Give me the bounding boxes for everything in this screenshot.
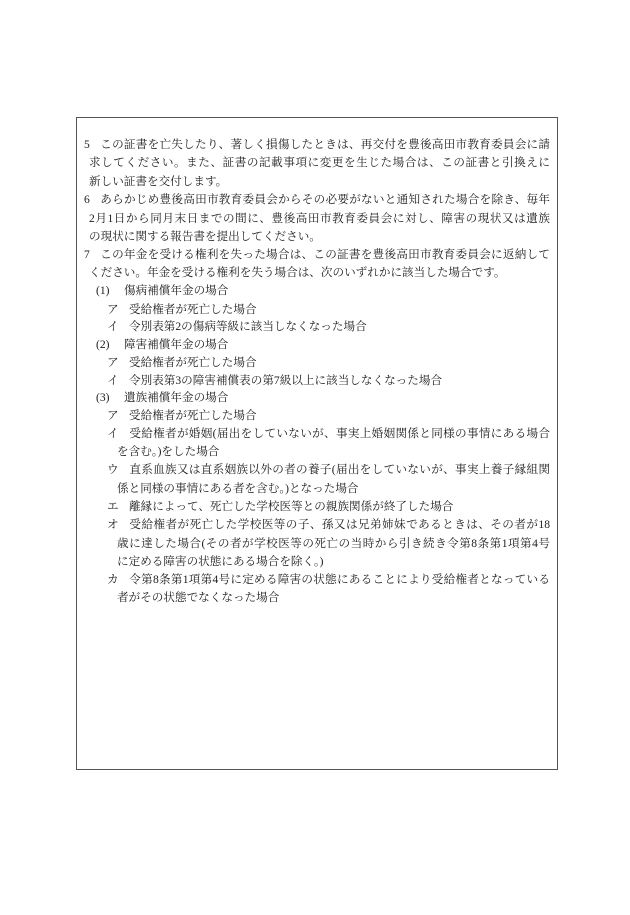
- condition-text: 受給権者が死亡した場合: [129, 409, 257, 422]
- group-number: (3): [96, 391, 110, 404]
- condition-text: 者がその状態でなくなった場合: [117, 591, 280, 604]
- note-number: 7: [84, 248, 90, 261]
- group-number: (2): [96, 338, 110, 351]
- note-text: ください。年金を受ける権利を失う場合は、次のいずれかに該当した場合です。: [89, 266, 506, 279]
- condition-label: イ: [107, 320, 119, 333]
- condition-item: [107, 355, 257, 371]
- note-text: この証書を亡失したり、著しく損傷したときは、再交付を豊後高田市教育委員会に請: [100, 138, 550, 151]
- condition-item: [107, 462, 550, 478]
- condition-text: 令別表第3の障害補償表の第7級以上に該当しなくなった場合: [129, 374, 443, 387]
- group-heading: [96, 283, 228, 299]
- condition-text: 係と同様の事情にある者を含む。)となった場合: [117, 482, 359, 495]
- condition-text: 令第8条第1項第4号に定める障害の状態にあることにより受給権者となっている: [129, 573, 550, 586]
- condition-label: ア: [107, 303, 119, 316]
- condition-item: [107, 373, 442, 389]
- condition-item: [107, 499, 453, 515]
- condition-item: [107, 302, 257, 318]
- condition-item: [107, 572, 550, 588]
- condition-item: [107, 319, 367, 335]
- condition-text: 受給権者が婚姻(届出をしていないが、事実上婚姻関係と同様の事情にある場合: [129, 427, 550, 440]
- condition-text: 直系血族又は直系姻族以外の者の養子(届出をしていないが、事実上養子縁組関: [129, 463, 550, 476]
- group-title: 障害補償年金の場合: [124, 338, 229, 351]
- group-heading: [96, 337, 228, 353]
- condition-text: 離縁によって、死亡した学校医等との親族関係が終了した場合: [129, 500, 454, 513]
- condition-label: エ: [107, 500, 119, 513]
- note-text: の現状に関する報告書を提出してください。: [89, 230, 321, 243]
- note-line: [84, 192, 550, 208]
- condition-text: 受給権者が死亡した学校医等の子、孫又は兄弟姉妹であるときは、その者が18: [129, 518, 550, 531]
- note-line: [84, 137, 550, 153]
- condition-text: を含む。)をした場合: [117, 445, 220, 458]
- group-heading: [96, 390, 228, 406]
- note-text: 求してください。また、証書の記載事項に変更を生じた場合は、この証書と引換えに: [89, 156, 550, 169]
- condition-item: [107, 517, 550, 533]
- condition-text: 受給権者が死亡した場合: [129, 303, 257, 316]
- note-text: 2月1日から同月末日までの間に、豊後高田市教育委員会に対し、障害の現状又は遺族: [89, 212, 550, 225]
- note-line: [84, 247, 550, 263]
- group-title: 遺族補償年金の場合: [124, 391, 229, 404]
- condition-label: オ: [107, 518, 119, 531]
- condition-item: [107, 426, 550, 442]
- note-number: 5: [84, 138, 90, 151]
- condition-text: に定める障害の状態にある場合を除く。): [117, 555, 324, 568]
- note-text: 新しい証書を交付します。: [89, 175, 228, 188]
- group-number: (1): [96, 284, 110, 297]
- condition-text: 令別表第2の傷病等級に該当しなくなった場合: [129, 320, 367, 333]
- condition-label: ア: [107, 409, 119, 422]
- condition-label: イ: [107, 374, 119, 387]
- condition-label: ウ: [107, 463, 119, 476]
- condition-text: 受給権者が死亡した場合: [129, 356, 257, 369]
- condition-text: 歳に達した場合(その者が学校医等の死亡の当時から引き続き令第8条第1項第4号: [117, 537, 550, 550]
- note-number: 6: [84, 193, 90, 206]
- condition-item: [107, 408, 257, 424]
- note-text: あらかじめ豊後高田市教育委員会からその必要がないと通知された場合を除き、毎年: [100, 193, 550, 206]
- note-text: この年金を受ける権利を失った場合は、この証書を豊後高田市教育委員会に返納して: [100, 248, 550, 261]
- condition-label: カ: [107, 573, 119, 586]
- group-title: 傷病補償年金の場合: [124, 284, 229, 297]
- condition-label: イ: [107, 427, 119, 440]
- condition-label: ア: [107, 356, 119, 369]
